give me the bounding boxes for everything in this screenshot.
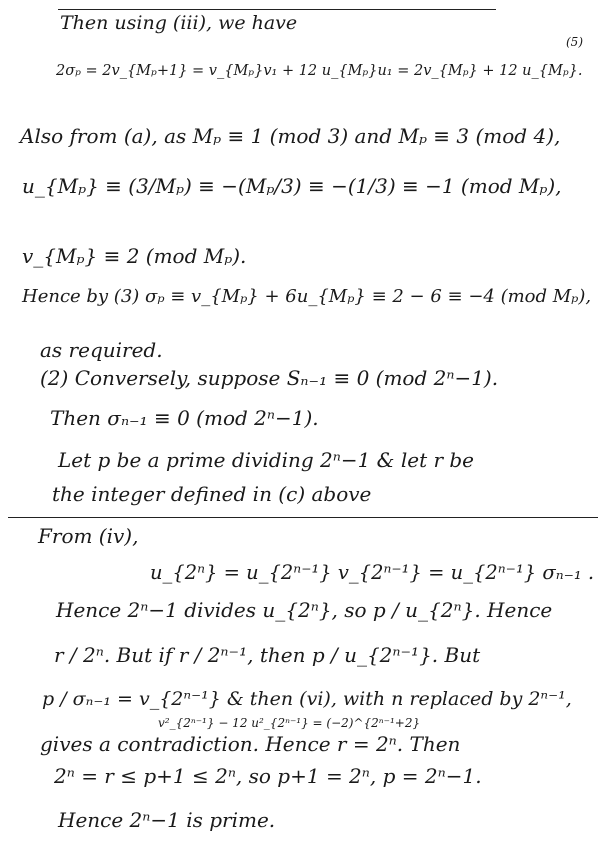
note-line: From (iv), xyxy=(38,524,139,548)
note-line: gives a contradiction. Hence r = 2ⁿ. Then xyxy=(40,732,461,756)
note-line: Hence 2ⁿ−1 is prime. xyxy=(58,808,276,832)
note-line: u_{Mₚ} ≡ (3/Mₚ) ≡ −(Mₚ/3) ≡ −(1/3) ≡ −1 (mod Mₚ), xyxy=(22,174,562,198)
note-line: Then σₙ₋₁ ≡ 0 (mod 2ⁿ−1). xyxy=(50,406,319,430)
top-rule xyxy=(58,9,496,10)
note-line: v_{Mₚ} ≡ 2 (mod Mₚ). xyxy=(22,244,247,268)
page-marker: (5) xyxy=(566,35,583,49)
note-line: Also from (a), as Mₚ ≡ 1 (mod 3) and Mₚ ≡ 3 (mod 4), xyxy=(20,124,561,148)
note-line: Hence 2ⁿ−1 divides u_{2ⁿ}, so p / u_{2ⁿ}. Hence xyxy=(56,598,553,622)
note-line: r / 2ⁿ. But if r / 2ⁿ⁻¹, then p / u_{2ⁿ⁻¹}. But xyxy=(54,643,481,667)
note-line: Hence by (3) σₚ ≡ v_{Mₚ} + 6u_{Mₚ} ≡ 2 − 6 ≡ −4 (mod Mₚ), xyxy=(22,286,592,307)
note-line: 2σₚ = 2v_{Mₚ+1} = v_{Mₚ}v₁ + 12 u_{Mₚ}u₁ = 2v_{Mₚ} + 12 u_{Mₚ}. xyxy=(56,63,583,79)
note-line: Then using (iii), we have xyxy=(60,12,298,34)
note-line: (2) Conversely, suppose Sₙ₋₁ ≡ 0 (mod 2ⁿ−1). xyxy=(40,366,499,390)
note-line: p / σₙ₋₁ = v_{2ⁿ⁻¹} & then (vi), with n replaced by 2ⁿ⁻¹, xyxy=(42,688,572,710)
section-divider xyxy=(8,517,598,518)
note-line: Let p be a prime dividing 2ⁿ−1 & let r be xyxy=(58,448,475,472)
note-line: v²_{2ⁿ⁻¹} − 12 u²_{2ⁿ⁻¹} = (−2)^{2ⁿ⁻¹+2} xyxy=(158,716,421,730)
note-line: the integer defined in (c) above xyxy=(52,482,372,506)
note-line: u_{2ⁿ} = u_{2ⁿ⁻¹} v_{2ⁿ⁻¹} = u_{2ⁿ⁻¹} σₙ₋₁ . xyxy=(150,561,595,584)
note-line: as required. xyxy=(40,338,163,362)
note-line: 2ⁿ = r ≤ p+1 ≤ 2ⁿ, so p+1 = 2ⁿ, p = 2ⁿ−1. xyxy=(54,764,482,788)
